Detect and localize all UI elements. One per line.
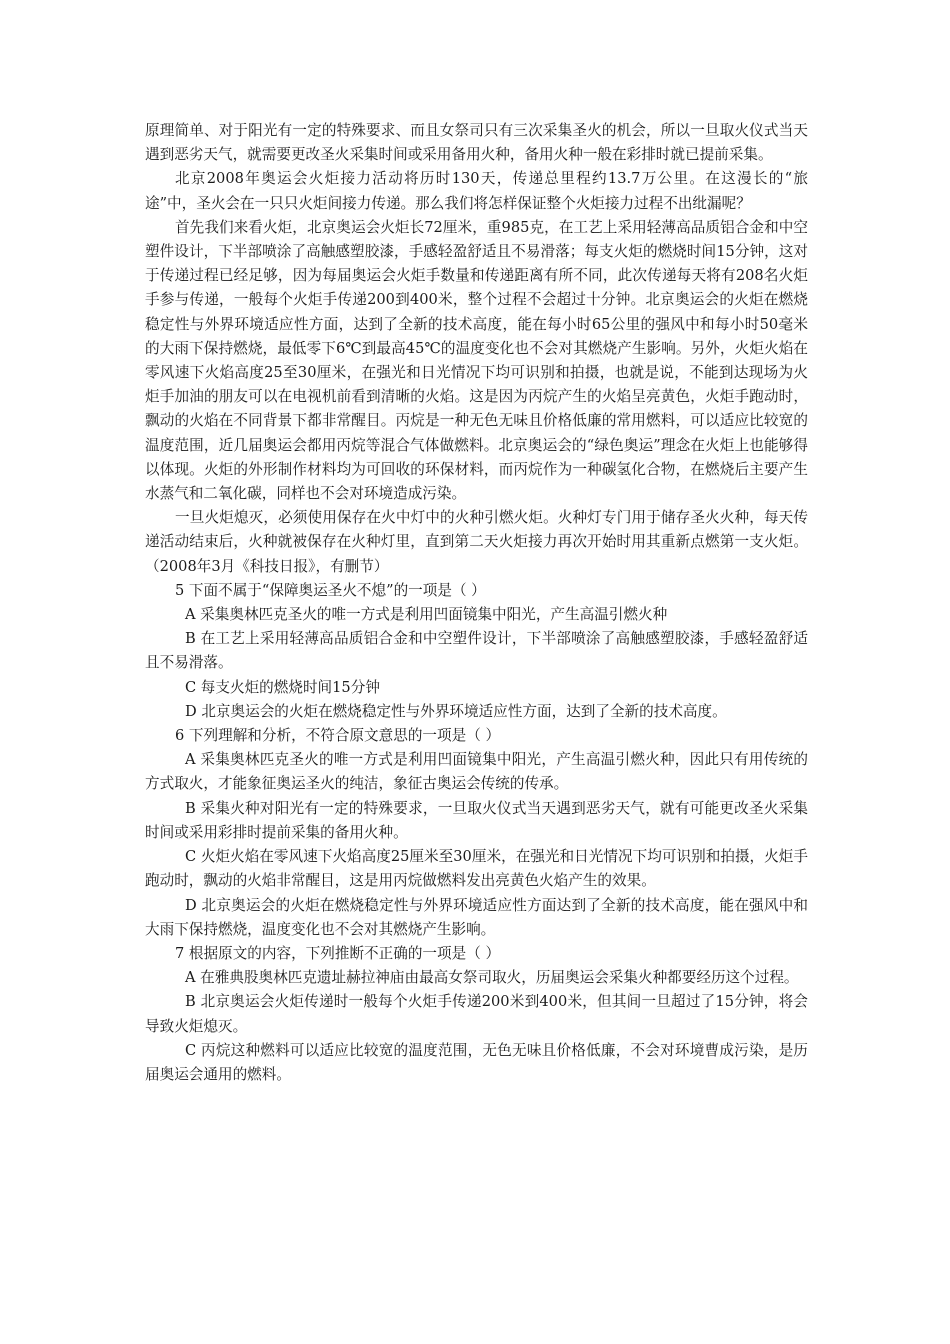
question-5-option-c: C 每支火炬的燃烧时间15分钟 [185,678,380,696]
question-6-stem: 6 下列理解和分析，不符合原文意思的一项是（ ） [175,727,501,745]
question-6-option-d: D 北京奥运会的火炬在燃烧稳定性与外界环境适应性方面达到了全新的技术高度，能在强风中和大雨下保持燃烧，温度变化也不会对其燃烧产生影响。 [145,896,808,938]
question-7-option-c: C 丙烷这种燃料可以适应比较宽的温度范围，无色无味且价格低廉，不会对环境曹成污染，是历届奥运会通用的燃料。 [145,1041,808,1083]
document-page [145,119,808,1087]
question-6-option-c: C 火炬火焰在零风速下火焰高度25厘米至30厘米，在强光和日光情况下均可识别和拍摄，火炬手跑动时，飘动的火焰非常醒目，这是用丙烷做燃料发出亮黄色火焰产生的效果。 [145,848,808,890]
paragraph-continued: 原理简单、对于阳光有一定的特殊要求、而且女祭司只有三次采集圣火的机会，所以一旦取火仪式当天遇到恶劣天气，就需要更改圣火采集时间或采用备用火种，备用火种一般在彩排时就已提前采集。 [145,122,808,164]
question-5-stem: 5 下面不属于“保障奥运圣火不熄”的一项是（ ） [175,581,486,599]
question-6-option-b: B 采集火种对阳光有一定的特殊要求，一旦取火仪式当天遇到恶劣天气，就有可能更改圣火采集时间或采用彩排时提前采集的备用火种。 [145,799,808,841]
question-5-option-b: B 在工艺上采用轻薄高品质铝合金和中空塑件设计，下半部喷涂了高触感塑胶漆，手感轻盈舒适且不易滑落。 [145,630,808,672]
question-7-option-a: A 在雅典股奥林匹克遗址赫拉神庙由最高女祭司取火，历届奥运会采集火种都要经历这个过程。 [185,969,799,987]
question-7-option-b: B 北京奥运会火炬传递时一般每个火炬手传递200米到400米，但其间一旦超过了15分钟，将会导致火炬熄灭。 [145,993,808,1035]
paragraph-lantern: 一旦火炬熄灭，必须使用保存在火中灯中的火种引燃火炬。火种灯专门用于储存圣火火种，每天传递活动结束后，火种就被保存在火种灯里，直到第二天火炬接力再次开始时用其重新点燃第一支火炬。（2008年3月《科技日报》，有删节） [145,509,808,575]
paragraph-torch: 首先我们来看火炬，北京奥运会火炬长72厘米，重985克，在工艺上采用轻薄高品质铝合金和中空塑件设计，下半部喷涂了高触感塑胶漆，手感轻盈舒适且不易滑落；每支火炬的燃烧时间15分钟，这对于传递过程已经足够，因为每届奥运会火炬手数量和传递距离有所不同，此次传递每天将有208名火炬手参与传递，一般每个火炬手传递200到400米，整个过程不会超过十分钟。北京奥运会的火炬在燃烧稳定性与外界环境适应性方面，达到了全新的技术高度，能在每小时65公里的强风中和每小时50毫米的大雨下保持燃烧，最低零下6℃到最高45℃的温度变化也不会对其燃烧产生影响。另外，火炬火焰在零风速下火焰高度25至30厘米，在强光和日光情况下均可识别和拍摄，也就是说，不能到达现场为火炬手加油的朋友可以在电视机前看到清晰的火焰。这是因为丙烷产生的火焰呈亮黄色，火炬手跑动时，飘动的火焰在不同背景下都非常醒目。丙烷是一种无色无味且价格低廉的常用燃料，可以适应比较宽的温度范围，近几届奥运会都用丙烷等混合气体做燃料。北京奥运会的“绿色奥运”理念在火炬上也能够得以体现。火炬的外形制作材料均为可回收的环保材料，而丙烷作为一种碳氢化合物，在燃烧后主要产生水蒸气和二氧化碳，同样也不会对环境造成污染。 [145,218,808,503]
question-5-option-d: D 北京奥运会的火炬在燃烧稳定性与外界环境适应性方面，达到了全新的技术高度。 [185,702,727,720]
question-6-option-a: A 采集奥林匹克圣火的唯一方式是利用凹面镜集中阳光，产生高温引燃火种，因此只有用传统的方式取火，才能象征奥运圣火的纯洁，象征古奥运会传统的传承。 [145,751,808,793]
question-5-option-a: A 采集奥林匹克圣火的唯一方式是利用凹面镜集中阳光，产生高温引燃火种 [185,606,668,624]
question-7-stem: 7 根据原文的内容，下列推断不正确的一项是（ ） [175,944,501,962]
paragraph-relay: 北京2008年奥运会火炬接力活动将历时130天，传递总里程约13.7万公里。在这漫长的“旅途”中，圣火会在一只只火炬间接力传递。那么我们将怎样保证整个火炬接力过程不出纰漏呢？ [145,170,808,212]
